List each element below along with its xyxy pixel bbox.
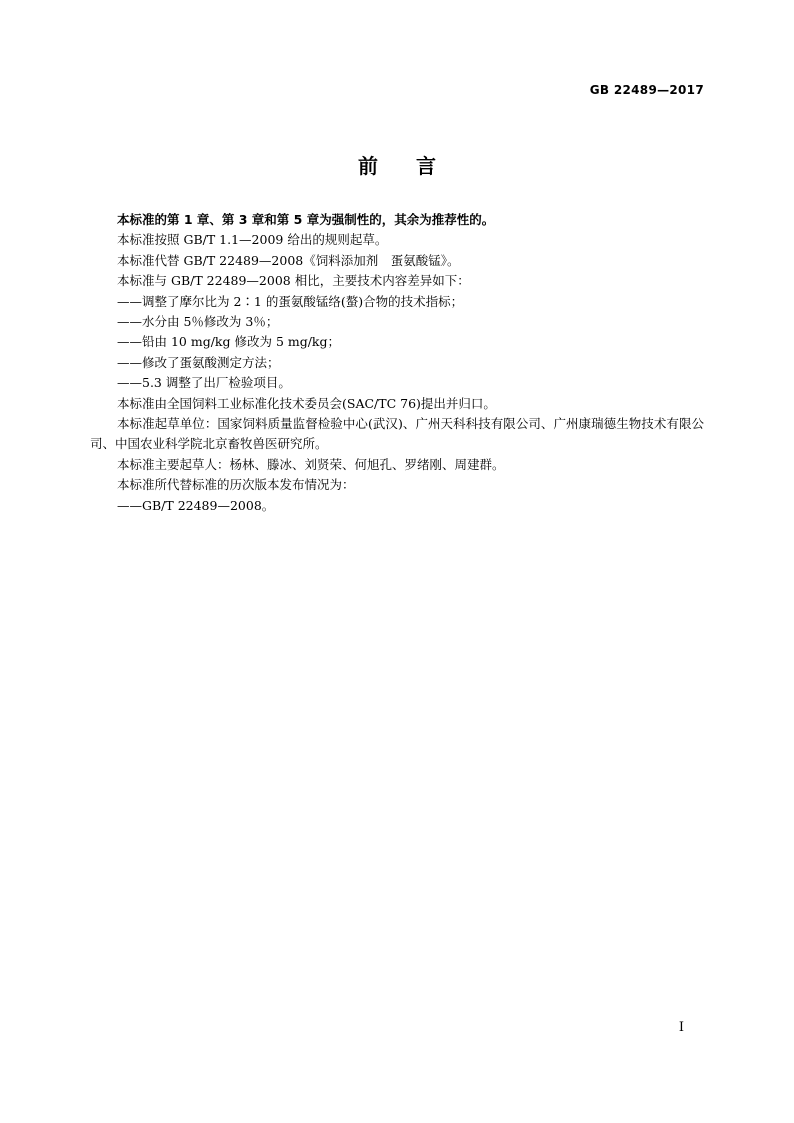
page-number: I bbox=[678, 1020, 684, 1035]
foreword-body bbox=[90, 210, 704, 516]
paragraph-replaces: 本标准代替 GB/T 22489—2008《饲料添加剂 蛋氨酸锰》。 bbox=[117, 252, 460, 268]
paragraph-mandatory-chapters: 本标准的第 1 章、第 3 章和第 5 章为强制性的，其余为推荐性的。 bbox=[117, 212, 495, 227]
list-item: ——5.3 调整了出厂检验项目。 bbox=[117, 375, 291, 391]
list-item: ——调整了摩尔比为 2∶1 的蛋氨酸锰络(螯)合物的技术指标； bbox=[117, 293, 464, 309]
paragraph-committee: 本标准由全国饲料工业标准化技术委员会(SAC/TC 76)提出并归口。 bbox=[117, 395, 496, 411]
list-item: ——修改了蛋氨酸测定方法； bbox=[117, 354, 280, 370]
paragraph-drafting-units: 本标准起草单位：国家饲料质量监督检验中心(武汉)、广州天科科技有限公司、广州康瑞德生物技术有限公司、中国农业科学院北京畜牧兽医研究所。 bbox=[90, 416, 704, 452]
paragraph-drafters: 本标准主要起草人：杨林、滕冰、刘贤荣、何旭孔、罗绪刚、周建群。 bbox=[117, 456, 505, 472]
page-title: 前言 bbox=[358, 154, 474, 178]
list-item: ——铅由 10 mg/kg 修改为 5 mg/kg； bbox=[117, 334, 341, 350]
list-item: ——水分由 5％修改为 3％； bbox=[117, 314, 279, 330]
standard-code: GB 22489—2017 bbox=[589, 83, 704, 97]
paragraph-previous-editions: 本标准所代替标准的历次版本发布情况为： bbox=[117, 477, 355, 493]
list-item: ——GB/T 22489—2008。 bbox=[117, 497, 275, 513]
paragraph-differences-intro: 本标准与 GB/T 22489—2008 相比，主要技术内容差异如下： bbox=[117, 273, 470, 289]
paragraph-drafting-rules: 本标准按照 GB/T 1.1—2009 给出的规则起草。 bbox=[117, 232, 388, 248]
